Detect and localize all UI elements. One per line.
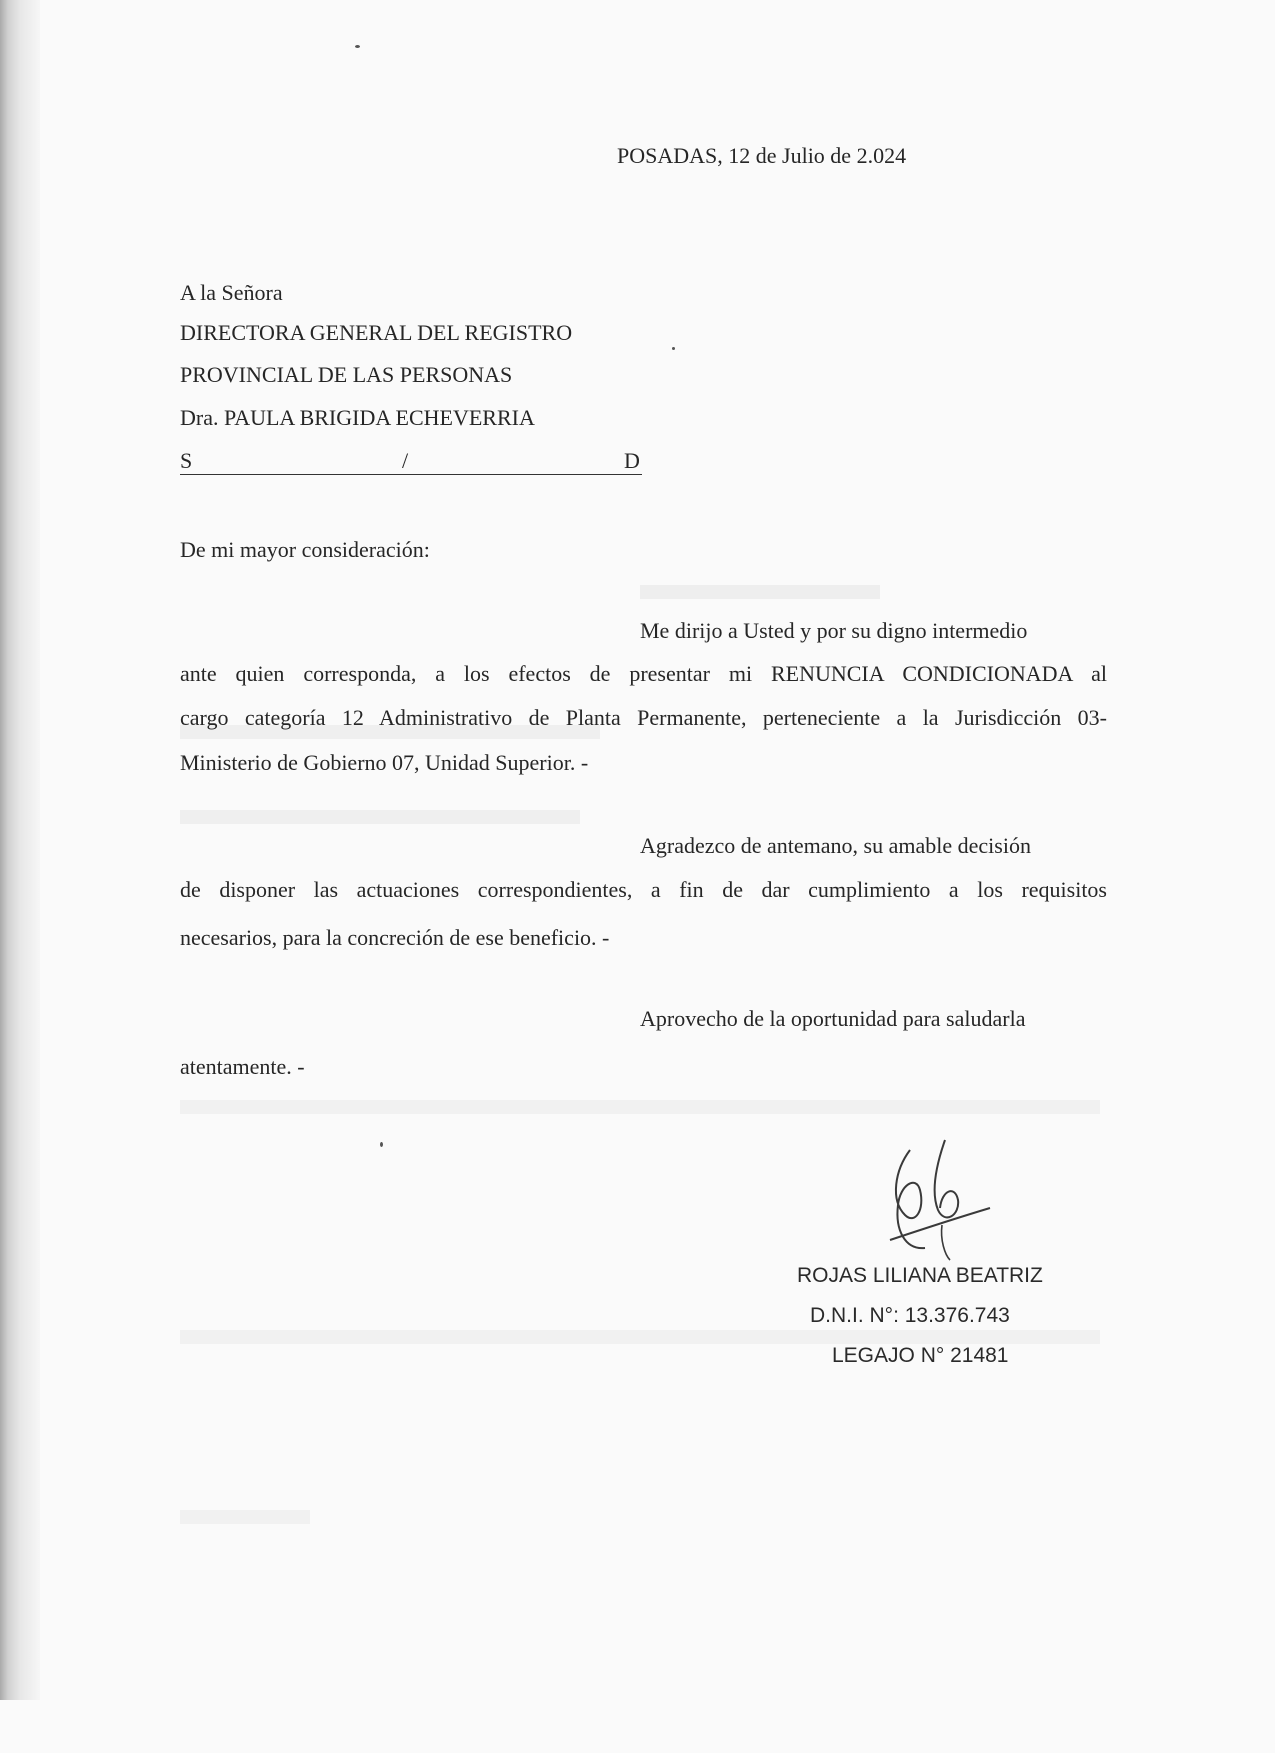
sd-line [180,448,642,475]
sd-slash: / [402,448,409,473]
paragraph-2-line-1: Agradezco de antemano, su amable decisión [640,833,1031,858]
bleed-through-mark [180,1330,1100,1344]
paragraph-2-line-3: necesarios, para la concreción de ese beneficio. - [180,925,610,950]
place-date: POSADAS, 12 de Julio de 2.024 [617,143,907,168]
paragraph-2-line-2: de disponer las actuaciones correspondientes, a fin de dar cumplimiento a los requisitos [180,877,1107,902]
paragraph-1-line-4: Ministerio de Gobierno 07, Unidad Superior. - [180,750,589,775]
paragraph-3-line-2: atentamente. - [180,1054,305,1079]
bleed-through-mark [180,1510,310,1524]
scan-shadow-edge [0,0,40,1700]
paragraph-3-line-1: Aprovecho de la oportunidad para saludarla [640,1006,1026,1031]
addressee-line: DIRECTORA GENERAL DEL REGISTRO [180,320,573,345]
bleed-through-mark [180,810,580,824]
salutation: De mi mayor consideración: [180,537,430,562]
addressee-line: PROVINCIAL DE LAS PERSONAS [180,362,513,387]
signer-name: ROJAS LILIANA BEATRIZ [797,1264,1043,1287]
paragraph-1-line-1: Me dirijo a Usted y por su digno intermedio [640,618,1028,643]
scan-speck [672,347,675,350]
bleed-through-mark [180,1100,1100,1114]
scan-speck [380,1142,383,1147]
signer-dni: D.N.I. N°: 13.376.743 [810,1304,1010,1327]
sd-d: D [624,448,640,473]
bleed-through-mark [640,585,880,599]
handwritten-signature [850,1130,1000,1270]
signer-legajo: LEGAJO N° 21481 [832,1344,1009,1367]
scan-speck [355,45,360,48]
paragraph-1-line-2: ante quien corresponda, a los efectos de presentar mi RENUNCIA CONDICIONADA al [180,661,1107,686]
sd-s: S [180,448,193,473]
addressee-line: A la Señora [180,280,283,305]
addressee-line: Dra. PAULA BRIGIDA ECHEVERRIA [180,405,535,430]
paragraph-1-line-3: cargo categoría 12 Administrativo de Planta Permanente, perteneciente a la Jurisdicción 03- [180,705,1107,730]
